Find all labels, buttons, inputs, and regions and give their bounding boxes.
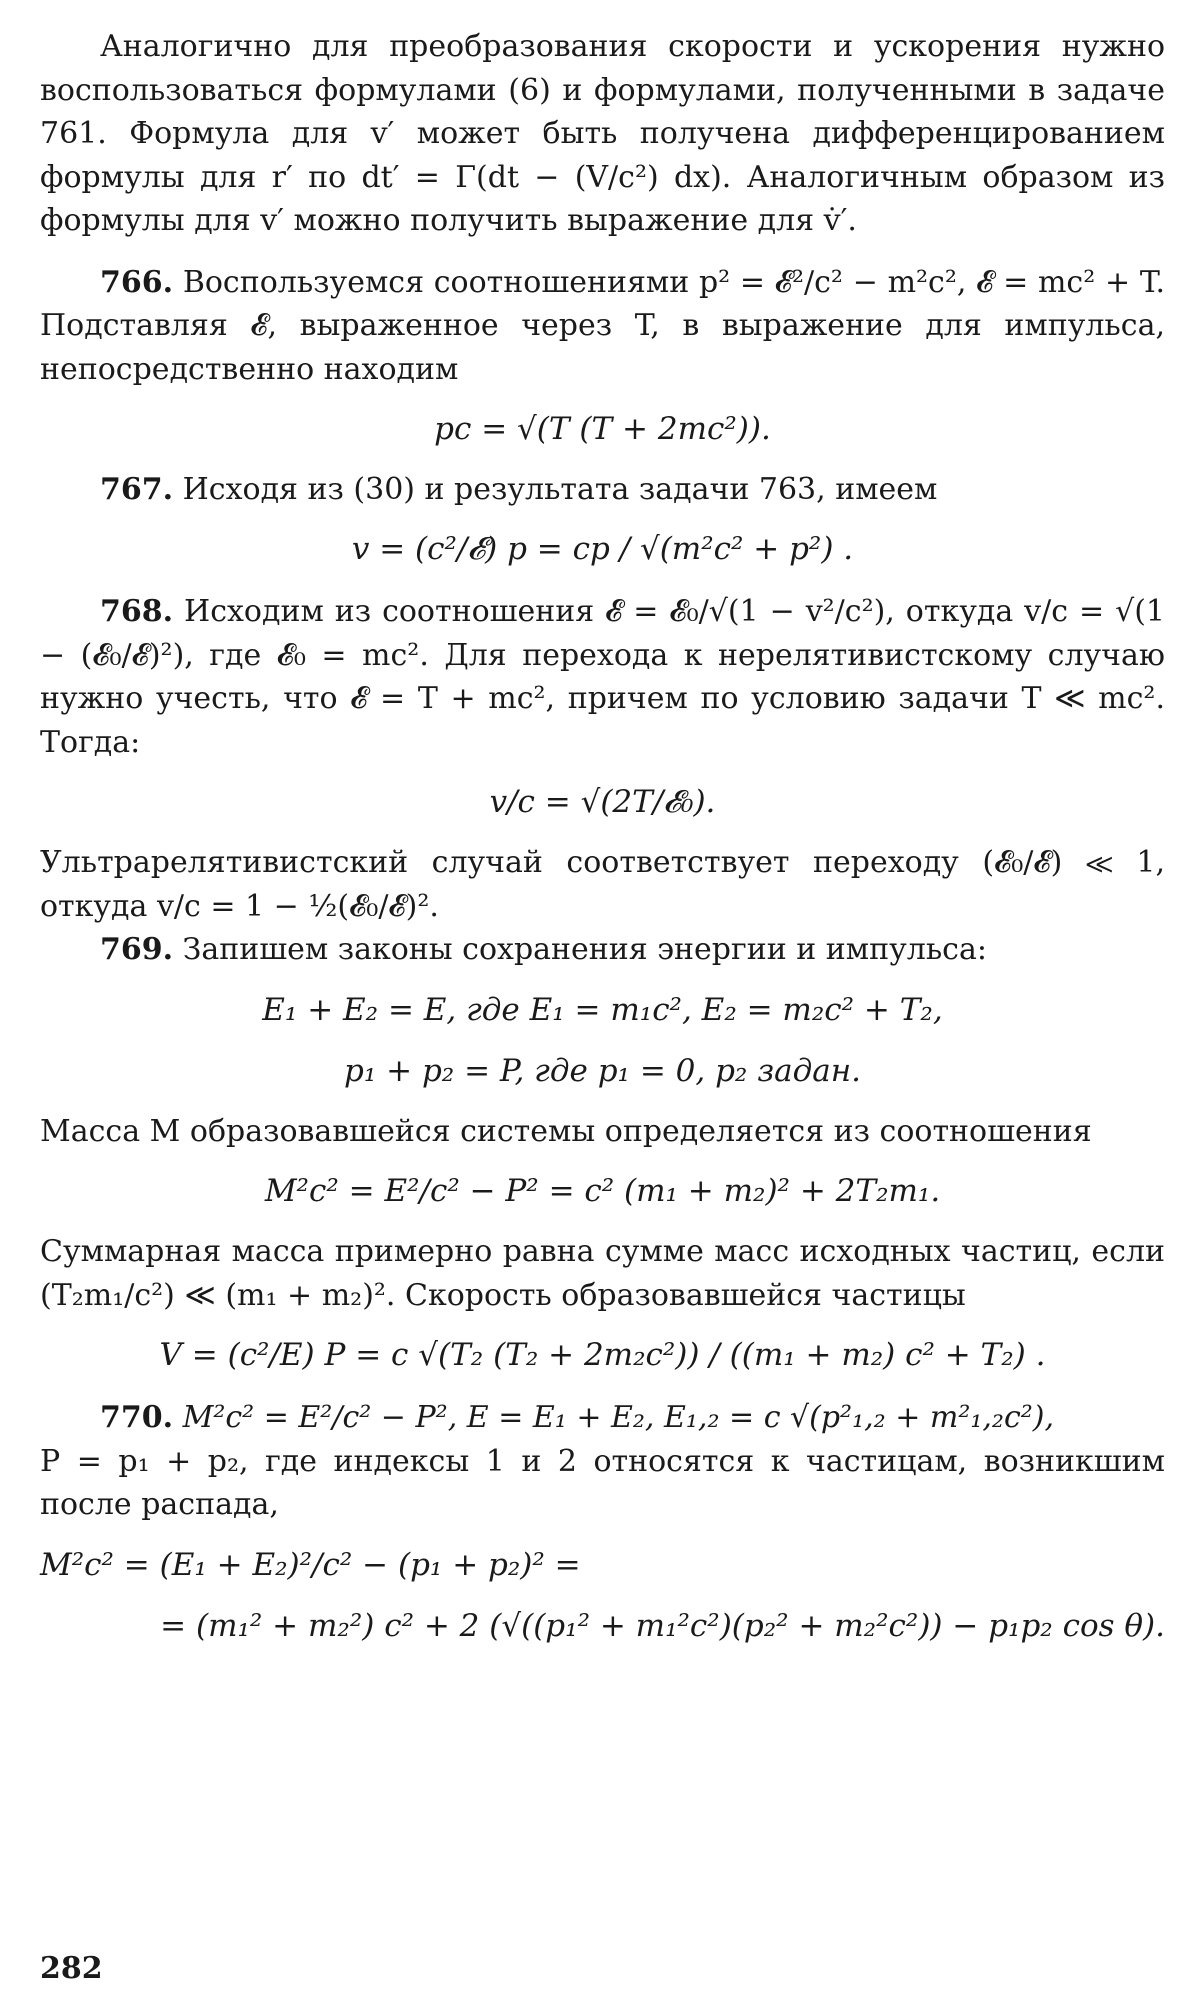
page-body [40, 25, 1165, 1664]
problem-text: Исходя из (30) и результата задачи 763, имеем [182, 471, 938, 507]
problem-text: Воспользуемся соотношениями p² = 𝓔²/c² − m²c², 𝓔 = mc² + T. Подставляя 𝓔, выраженное через T, в выражение для импульса, непосредственно находим [40, 264, 1165, 387]
formula-769-4: V = (c²/E) P = c √(T₂ (T₂ + 2m₂c²)) / ((m₁ + m₂) c² + T₂) . [159, 1337, 1046, 1374]
paragraph-769-after: Суммарная масса примерно равна сумме масс исходных частиц, если (T₂m₁/c²) ≪ (m₁ + m₂)². Скорость образовавшейся частицы [40, 1234, 1165, 1313]
problem-767 [40, 468, 1165, 512]
formula-767: v = (c²/𝓔) p = cp / √(m²c² + p²) . [351, 531, 854, 568]
formula-770-1: M²c² = E²/c² − P², E = E₁ + E₂, E₁,₂ = c √(p²₁,₂ + m²₁,₂c²), [182, 1400, 1055, 1436]
formula-769-2: p₁ + p₂ = P, где p₁ = 0, p₂ задан. [343, 1052, 861, 1089]
formula-766: pc = √(T (T + 2mc²)). [434, 411, 771, 447]
intro-paragraph: Аналогично для преобразования скорости и ускорения нужно воспользоваться формулами (6) и формулами, полученными в задаче 761. Формула для v′ может быть получена дифференцированием формулы для r′ по dt′ = Γ(dt − (V/c²) dx). Аналогичным образом из формулы для v′ можно получить выражение для v̇′. [40, 29, 1165, 238]
problem-number: 766. [100, 264, 174, 300]
problem-number: 770. [100, 1400, 174, 1436]
problem-text: Запишем законы сохранения энергии и импульса: [182, 932, 987, 968]
problem-number: 768. [100, 594, 174, 630]
paragraph-768-after: Ультрарелятивистский случай соответствует переходу (𝓔₀/𝓔) ≪ 1, откуда v/c = 1 − ½(𝓔₀/𝓔)². [40, 845, 1165, 924]
formula-770-2: M²c² = (E₁ + E₂)²/c² − (p₁ + p₂)² = [40, 1546, 581, 1583]
paragraph-769-mid: Масса M образовавшейся системы определяется из соотношения [40, 1113, 1092, 1149]
problem-number: 767. [100, 471, 174, 507]
page-number: 282 [40, 1950, 103, 1986]
problem-770 [40, 1396, 1165, 1440]
problem-768 [40, 590, 1165, 764]
problem-769 [40, 928, 1165, 972]
formula-768: v/c = √(2T/𝓔₀). [489, 784, 716, 821]
problem-number: 769. [100, 932, 174, 968]
problem-770-text: P = p₁ + p₂, где индексы 1 и 2 относятся к частицам, возникшим после распада, [40, 1443, 1165, 1523]
formula-770-3: = (m₁² + m₂²) c² + 2 (√((p₁² + m₁²c²)(p₂² + m₂²c²)) − p₁p₂ cos θ). [160, 1607, 1165, 1644]
problem-text: Исходим из соотношения 𝓔 = 𝓔₀/√(1 − v²/c²), откуда v/c = √(1 − (𝓔₀/𝓔)²), где 𝓔₀ = mc². Для перехода к нерелятивистскому случаю нужно учесть, что 𝓔 = T + mc², причем по условию задачи T ≪ mc². Тогда: [40, 594, 1165, 760]
formula-769-3: M²c² = E²/c² − P² = c² (m₁ + m₂)² + 2T₂m₁. [264, 1173, 941, 1210]
problem-766 [40, 261, 1165, 392]
formula-769-1: E₁ + E₂ = E, где E₁ = m₁c², E₂ = m₂c² + T₂, [262, 991, 943, 1028]
